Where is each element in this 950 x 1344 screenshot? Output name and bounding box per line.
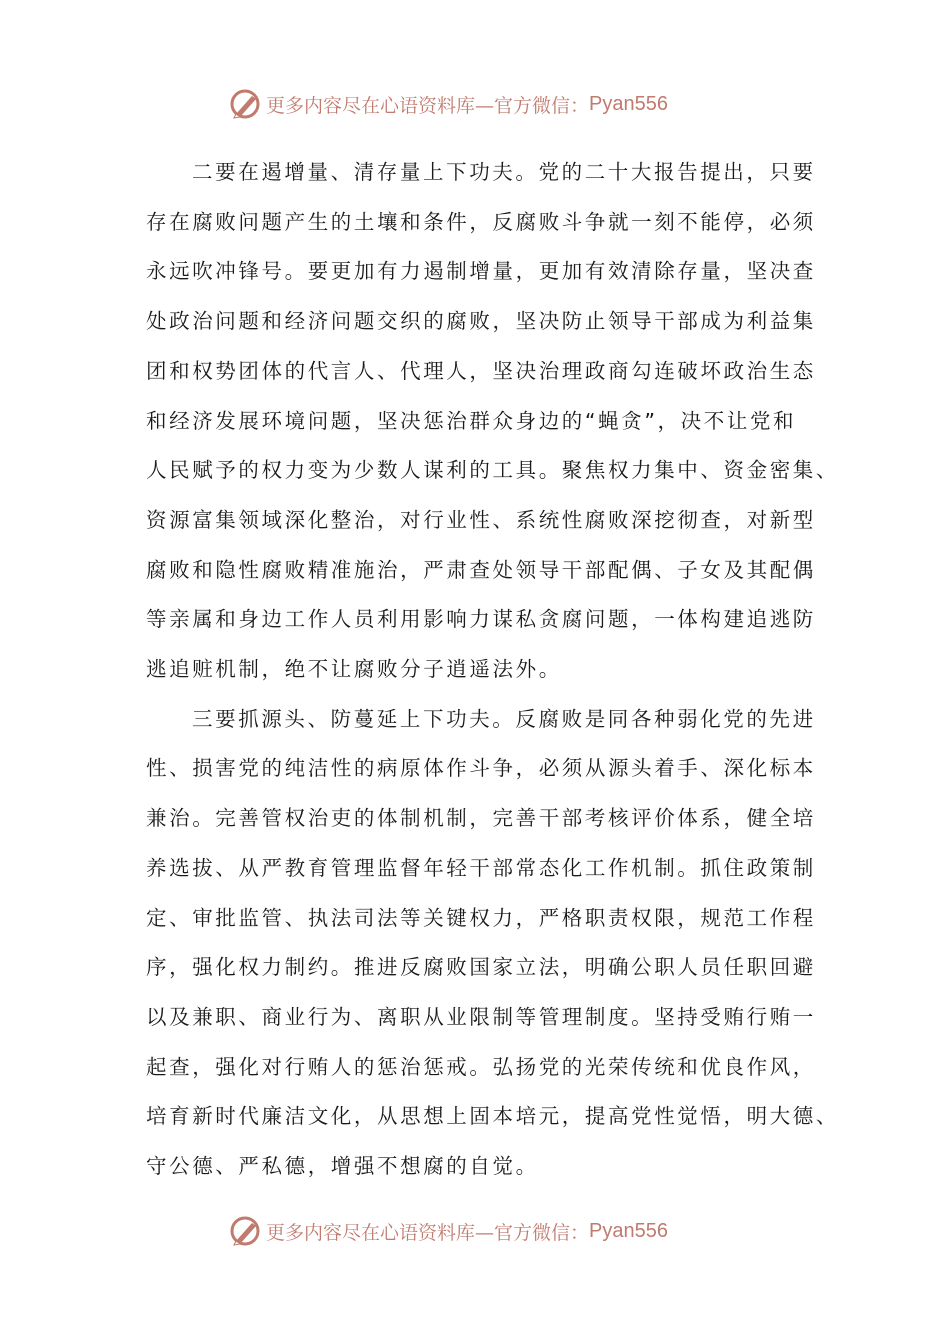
header-wechat-id: Pyan556 — [589, 92, 668, 115]
pen-circle-logo-icon — [228, 1214, 262, 1248]
paragraph-line: 培育新时代廉洁文化，从思想上固本培元，提高党性觉悟，明大德、 — [146, 1104, 839, 1129]
paragraph-2 — [146, 695, 839, 1192]
paragraph-line: 三要抓源头、防蔓延上下功夫。反腐败是同各种弱化党的先进 — [192, 706, 816, 731]
paragraph-line: 养选拔、从严教育管理监督年轻干部常态化工作机制。抓住政策制 — [146, 855, 816, 880]
paragraph-1 — [146, 148, 839, 695]
paragraph-line: 性、损害党的纯洁性的病原体作斗争，必须从源头着手、深化标本 — [146, 756, 816, 781]
paragraph-line: 处政治问题和经济问题交织的腐败，坚决防止领导干部成为利益集 — [146, 309, 816, 334]
paragraph-line: 人民赋予的权力变为少数人谋利的工具。聚焦权力集中、资金密集、 — [146, 458, 839, 483]
paragraph-line: 起查，强化对行贿人的惩治惩戒。弘扬党的光荣传统和优良作风， — [146, 1054, 816, 1079]
paragraph-line: 等亲属和身边工作人员利用影响力谋私贪腐问题，一体构建追逃防 — [146, 607, 816, 632]
paragraph-line: 团和权势团体的代言人、代理人，坚决治理政商勾连破坏政治生态 — [146, 358, 816, 383]
footer-banner-text: 更多内容尽在心语资料库—官方微信： — [266, 1221, 590, 1244]
paragraph-line: 存在腐败问题产生的土壤和条件，反腐败斗争就一刻不能停，必须 — [146, 209, 816, 234]
pen-circle-logo-icon — [228, 87, 262, 121]
paragraph-line: 兼治。完善管权治吏的体制机制，完善干部考核评价体系，健全培 — [146, 806, 816, 831]
paragraph-line: 序，强化权力制约。推进反腐败国家立法，明确公职人员任职回避 — [146, 955, 816, 980]
header-banner — [228, 84, 668, 124]
paragraph-line: 以及兼职、商业行为、离职从业限制等管理制度。坚持受贿行贿一 — [146, 1004, 816, 1029]
paragraph-line: 永远吹冲锋号。要更加有力遏制增量，更加有效清除存量，坚决查 — [146, 259, 816, 284]
paragraph-line: 守公德、严私德，增强不想腐的自觉。 — [146, 1154, 539, 1179]
paragraph-line: 逃追赃机制，绝不让腐败分子逍遥法外。 — [146, 657, 562, 682]
paragraph-line: 资源富集领域深化整治，对行业性、系统性腐败深挖彻查，对新型 — [146, 507, 816, 532]
document-body — [146, 148, 839, 1192]
header-banner-text: 更多内容尽在心语资料库—官方微信： — [266, 94, 590, 117]
paragraph-line: 和经济发展环境问题，坚决惩治群众身边的“蝇贪”，决不让党和 — [146, 408, 797, 433]
paragraph-line: 二要在遏增量、清存量上下功夫。党的二十大报告提出，只要 — [192, 160, 816, 184]
paragraph-line: 腐败和隐性腐败精准施治，严肃查处领导干部配偶、子女及其配偶 — [146, 557, 816, 582]
footer-banner — [228, 1211, 668, 1251]
paragraph-line: 定、审批监管、执法司法等关键权力，严格职责权限，规范工作程 — [146, 905, 816, 930]
footer-wechat-id: Pyan556 — [589, 1219, 668, 1242]
